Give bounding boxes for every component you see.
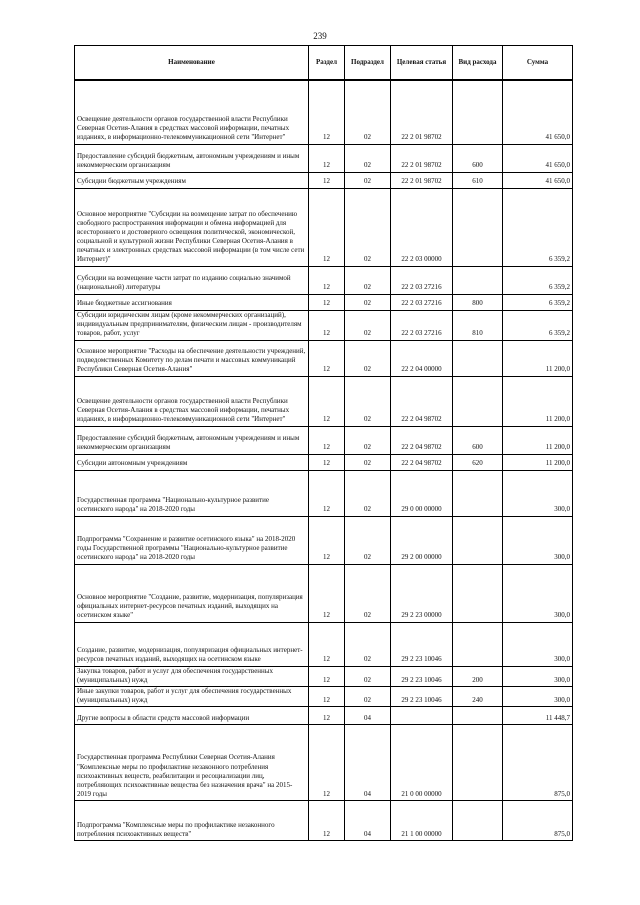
row-name: Основное мероприятие "Расходы на обеспечение деятельности учреждений, подведомственных Комитету по делам печати и массовых коммуникаций Республики Северная Осетия-Алания" [75, 340, 309, 376]
row-expense-type: 200 [453, 666, 503, 686]
row-target: 22 2 03 27216 [391, 266, 453, 294]
row-target: 29 2 23 10046 [391, 622, 453, 666]
row-name: Основное мероприятие "Субсидии на возмещение затрат по обеспечению свободного распространения информации и обмена информацией для всестороннего и достоверного освещения политической, экономической, социальной и культурной жизни Республики Северная Осетия-Алания в печатных и электронных средствах массовой информации (в том числе сети Интернет)" [75, 188, 309, 266]
table-row [75, 188, 573, 266]
row-expense-type: 600 [453, 426, 503, 454]
row-subsection: 02 [345, 564, 391, 622]
row-name: Создание, развитие, модернизация, популяризация официальных интернет-ресурсов печатных изданий, выходящих на осетинском языке [75, 622, 309, 666]
table-row [75, 172, 573, 188]
row-section: 12 [309, 80, 345, 144]
row-section: 12 [309, 376, 345, 426]
row-amount: 300,0 [503, 686, 573, 706]
row-expense-type [453, 724, 503, 800]
row-amount: 11 200,0 [503, 426, 573, 454]
row-expense-type [453, 470, 503, 516]
row-amount: 875,0 [503, 724, 573, 800]
row-amount: 41 650,0 [503, 144, 573, 172]
row-target: 21 1 00 00000 [391, 800, 453, 840]
row-target: 22 2 01 98702 [391, 144, 453, 172]
row-expense-type: 600 [453, 144, 503, 172]
row-amount: 6 359,2 [503, 294, 573, 310]
row-section: 12 [309, 706, 345, 724]
row-section: 12 [309, 310, 345, 340]
row-name: Государственная программа "Национально-культурное развитие осетинского народа" на 2018-2020 годы [75, 470, 309, 516]
row-section: 12 [309, 686, 345, 706]
row-subsection: 04 [345, 800, 391, 840]
row-subsection: 02 [345, 340, 391, 376]
row-expense-type [453, 800, 503, 840]
row-amount: 6 359,2 [503, 310, 573, 340]
row-target: 22 2 03 27216 [391, 294, 453, 310]
row-expense-type [453, 340, 503, 376]
row-name: Закупка товаров, работ и услуг для обеспечения государственных (муниципальных) нужд [75, 666, 309, 686]
table-row [75, 686, 573, 706]
row-target: 29 2 23 10046 [391, 666, 453, 686]
row-target: 22 2 04 98702 [391, 454, 453, 470]
table-row [75, 470, 573, 516]
row-name: Государственная программа Республики Северная Осетия-Алания "Комплексные меры по профилактике незаконного потребления психоактивных веществ, реабилитации и ресоциализации лиц, потребляющих психоактивные вещества без назначения врача" на 2015-2019 годы [75, 724, 309, 800]
row-section: 12 [309, 426, 345, 454]
row-section: 12 [309, 564, 345, 622]
row-section: 12 [309, 516, 345, 564]
row-amount: 6 359,2 [503, 266, 573, 294]
row-target: 29 2 23 00000 [391, 564, 453, 622]
row-name: Предоставление субсидий бюджетным, автономным учреждениям и иным некоммерческим организациям [75, 144, 309, 172]
row-target: 29 2 23 10046 [391, 686, 453, 706]
row-section: 12 [309, 188, 345, 266]
row-target: 22 2 03 27216 [391, 310, 453, 340]
row-amount: 41 650,0 [503, 80, 573, 144]
row-name: Освещение деятельности органов государственной власти Республики Северная Осетия-Алания в средствах массовой информации, печатных изданиях, в информационно-телекоммуникационной сети "Интернет" [75, 376, 309, 426]
row-subsection: 02 [345, 294, 391, 310]
row-expense-type: 620 [453, 454, 503, 470]
row-subsection: 02 [345, 266, 391, 294]
table-row [75, 706, 573, 724]
header-amount: Сумма [503, 46, 573, 81]
table-row [75, 622, 573, 666]
row-target: 22 2 01 98702 [391, 172, 453, 188]
row-name: Субсидии бюджетным учреждениям [75, 172, 309, 188]
row-target: 22 2 04 00000 [391, 340, 453, 376]
row-subsection: 02 [345, 622, 391, 666]
row-target: 22 2 03 00000 [391, 188, 453, 266]
row-target: 21 0 00 00000 [391, 724, 453, 800]
budget-table [74, 45, 573, 841]
row-section: 12 [309, 724, 345, 800]
row-expense-type: 610 [453, 172, 503, 188]
row-amount: 11 200,0 [503, 376, 573, 426]
row-subsection: 02 [345, 172, 391, 188]
row-amount: 300,0 [503, 564, 573, 622]
table-row [75, 340, 573, 376]
row-subsection: 02 [345, 666, 391, 686]
row-expense-type: 800 [453, 294, 503, 310]
row-expense-type [453, 706, 503, 724]
table-row [75, 666, 573, 686]
row-amount: 11 448,7 [503, 706, 573, 724]
table-row [75, 564, 573, 622]
row-amount: 300,0 [503, 622, 573, 666]
row-expense-type: 810 [453, 310, 503, 340]
row-section: 12 [309, 294, 345, 310]
row-name: Подпрограмма "Комплексные меры по профилактике незаконного потребления психоактивных веществ" [75, 800, 309, 840]
row-section: 12 [309, 622, 345, 666]
row-name: Другие вопросы в области средств массовой информации [75, 706, 309, 724]
row-subsection: 02 [345, 188, 391, 266]
table-row [75, 724, 573, 800]
row-target: 29 0 00 00000 [391, 470, 453, 516]
row-target: 22 2 04 98702 [391, 426, 453, 454]
table-row [75, 800, 573, 840]
row-name: Иные закупки товаров, работ и услуг для обеспечения государственных (муниципальных) нужд [75, 686, 309, 706]
row-section: 12 [309, 800, 345, 840]
row-section: 12 [309, 470, 345, 516]
row-amount: 300,0 [503, 666, 573, 686]
table-row [75, 454, 573, 470]
row-subsection: 02 [345, 516, 391, 564]
row-expense-type [453, 564, 503, 622]
table-header-row [75, 46, 573, 81]
table-row [75, 294, 573, 310]
row-subsection: 02 [345, 470, 391, 516]
table-row [75, 516, 573, 564]
row-subsection: 02 [345, 686, 391, 706]
row-subsection: 02 [345, 144, 391, 172]
row-name: Освещение деятельности органов государственной власти Республики Северная Осетия-Алания в средствах массовой информации, печатных изданиях, в информационно-телекоммуникационной сети "Интернет" [75, 80, 309, 144]
row-expense-type [453, 266, 503, 294]
row-name: Субсидии на возмещение части затрат по изданию социально значимой (национальной) литературы [75, 266, 309, 294]
row-target: 22 2 01 98702 [391, 80, 453, 144]
row-amount: 300,0 [503, 516, 573, 564]
row-target [391, 706, 453, 724]
row-name: Субсидии автономным учреждениям [75, 454, 309, 470]
row-expense-type: 240 [453, 686, 503, 706]
table-row [75, 266, 573, 294]
row-name: Основное мероприятие "Создание, развитие, модернизация, популяризация официальных интернет-ресурсов печатных изданий, выходящих на осетинском языке" [75, 564, 309, 622]
row-expense-type [453, 516, 503, 564]
row-amount: 875,0 [503, 800, 573, 840]
row-target: 22 2 04 98702 [391, 376, 453, 426]
row-target: 29 2 00 00000 [391, 516, 453, 564]
row-subsection: 02 [345, 426, 391, 454]
table-row [75, 144, 573, 172]
row-subsection: 02 [345, 80, 391, 144]
row-section: 12 [309, 454, 345, 470]
table-row [75, 310, 573, 340]
row-amount: 11 200,0 [503, 454, 573, 470]
page-number: 239 [313, 31, 327, 41]
row-amount: 41 650,0 [503, 172, 573, 188]
row-section: 12 [309, 172, 345, 188]
row-name: Предоставление субсидий бюджетным, автономным учреждениям и иным некоммерческим организациям [75, 426, 309, 454]
row-subsection: 02 [345, 376, 391, 426]
table-row [75, 80, 573, 144]
row-section: 12 [309, 266, 345, 294]
table-row [75, 426, 573, 454]
row-amount: 6 359,2 [503, 188, 573, 266]
row-section: 12 [309, 666, 345, 686]
header-section: Раздел [309, 46, 345, 81]
header-subsection: Подраздел [345, 46, 391, 81]
row-expense-type [453, 188, 503, 266]
header-name: Наименование [75, 46, 309, 81]
table-row [75, 376, 573, 426]
row-expense-type [453, 622, 503, 666]
row-subsection: 04 [345, 706, 391, 724]
row-name: Иные бюджетные ассигнования [75, 294, 309, 310]
row-subsection: 02 [345, 310, 391, 340]
row-expense-type [453, 80, 503, 144]
row-name: Подпрограмма "Сохранение и развитие осетинского языка" на 2018-2020 годы Государственной программы "Национально-культурное развитие осетинского народа" на 2018-2020 годы [75, 516, 309, 564]
header-expense-type: Вид расхода [453, 46, 503, 81]
row-name: Субсидии юридическим лицам (кроме некоммерческих организаций), индивидуальным предпринимателям, физическим лицам - производителям товаров, работ, услуг [75, 310, 309, 340]
row-section: 12 [309, 144, 345, 172]
row-expense-type [453, 376, 503, 426]
row-amount: 300,0 [503, 470, 573, 516]
row-subsection: 02 [345, 454, 391, 470]
header-target: Целевая статья [391, 46, 453, 81]
row-subsection: 04 [345, 724, 391, 800]
row-amount: 11 200,0 [503, 340, 573, 376]
row-section: 12 [309, 340, 345, 376]
